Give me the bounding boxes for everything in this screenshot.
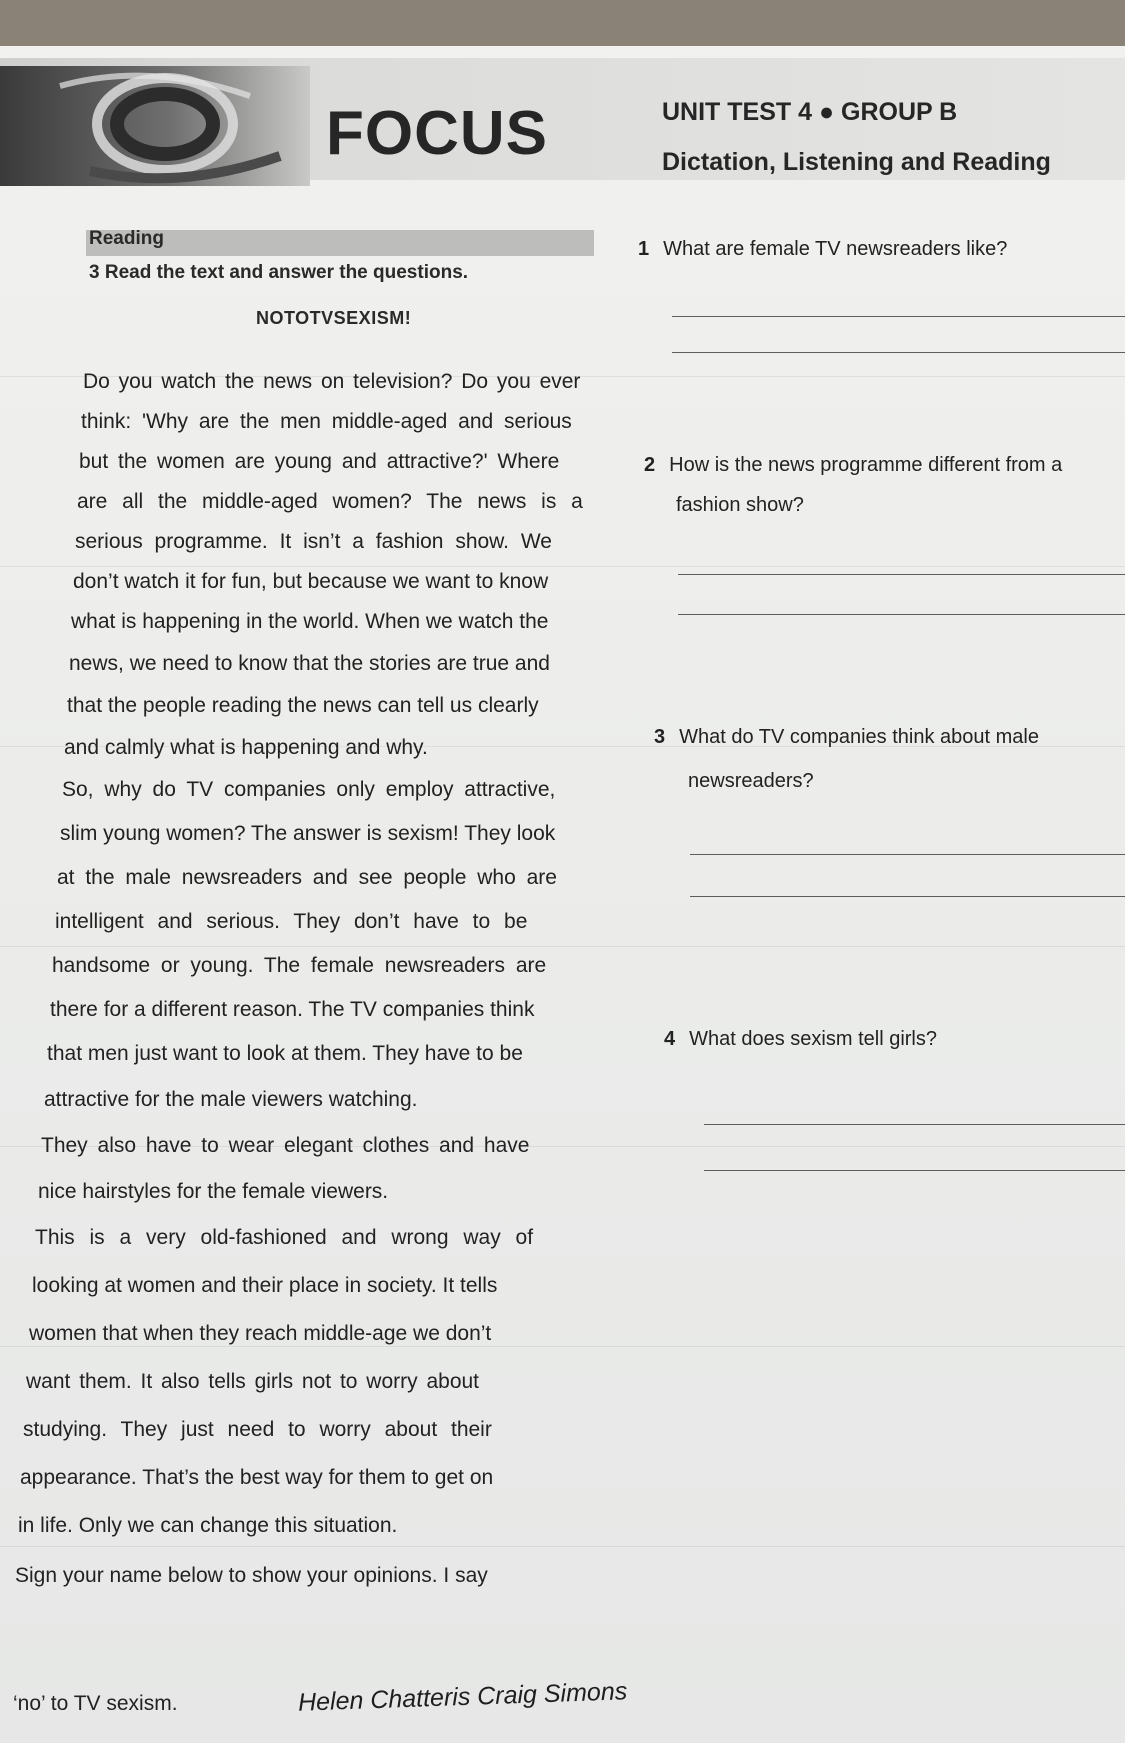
- article-line: studying. They just need to worry about their: [23, 1418, 492, 1441]
- answer-line[interactable]: [704, 1124, 1125, 1125]
- header-band: [0, 58, 1125, 180]
- article-line: but the women are young and attractive?' Where: [79, 450, 560, 473]
- article-line: and calmly what is happening and why.: [64, 736, 428, 759]
- article-line: think: 'Why are the men middle-aged and serious: [81, 410, 572, 433]
- article-line: that the people reading the news can tell us clearly: [67, 694, 539, 717]
- article-line: slim young women? The answer is sexism! They look: [60, 822, 556, 845]
- question-4: [664, 1028, 937, 1051]
- article-line: attractive for the male viewers watching.: [44, 1088, 418, 1111]
- article-line: Sign your name below to show your opinions. I say: [15, 1564, 488, 1587]
- article-line: looking at women and their place in society. It tells: [32, 1274, 498, 1297]
- article-line: want them. It also tells girls not to worry about: [26, 1370, 480, 1393]
- question-text: What are female TV newsreaders like?: [663, 238, 1008, 260]
- faint-ruled-line: [0, 566, 1125, 567]
- question-number: 3: [654, 726, 666, 748]
- question-number: 4: [664, 1028, 676, 1050]
- question-number: 1: [638, 238, 650, 260]
- article-line: news, we need to know that the stories are true and: [69, 652, 550, 675]
- unit-test-heading: UNIT TEST 4 ● GROUP B: [662, 98, 958, 126]
- test-subtitle: Dictation, Listening and Reading: [662, 148, 1051, 176]
- question-text: How is the news programme different from a: [669, 454, 1063, 476]
- question-1: [638, 238, 1007, 261]
- question-3: [654, 726, 1039, 749]
- answer-line[interactable]: [672, 352, 1125, 353]
- faint-ruled-line: [0, 1346, 1125, 1347]
- question-2: [644, 454, 1062, 477]
- article-line: don’t watch it for fun, but because we want to know: [73, 570, 549, 593]
- article-line: Do you watch the news on television? Do you ever: [83, 370, 581, 393]
- article-line: ‘no’ to TV sexism.: [13, 1692, 178, 1715]
- faint-ruled-line: [0, 1546, 1125, 1547]
- answer-line[interactable]: [672, 316, 1125, 317]
- answer-line[interactable]: [678, 574, 1125, 575]
- question-continuation: newsreaders?: [688, 770, 814, 792]
- answer-line[interactable]: [704, 1170, 1125, 1171]
- article-line: nice hairstyles for the female viewers.: [38, 1180, 389, 1203]
- question-continuation: fashion show?: [676, 494, 804, 516]
- focus-logo-swirl-icon: [0, 66, 310, 186]
- article-line: appearance. That’s the best way for them to get on: [20, 1466, 494, 1489]
- article-line: This is a very old-fashioned and wrong way of: [35, 1226, 534, 1249]
- brand-title: FOCUS: [326, 99, 548, 168]
- article-line: They also have to wear elegant clothes and have: [41, 1134, 530, 1157]
- worksheet-page: [0, 46, 1125, 1743]
- answer-line[interactable]: [690, 896, 1125, 897]
- answer-line[interactable]: [678, 614, 1125, 615]
- question-text: What does sexism tell girls?: [689, 1028, 937, 1050]
- article-line: in life. Only we can change this situation.: [18, 1514, 398, 1537]
- author-signature: Helen Chatteris Craig Simons: [297, 1677, 628, 1717]
- faint-ruled-line: [0, 946, 1125, 947]
- article-line: are all the middle-aged women? The news is a: [77, 490, 583, 513]
- article-line: serious programme. It isn’t a fashion show. We: [75, 530, 552, 553]
- article-line: handsome or young. The female newsreaders are: [52, 954, 547, 977]
- article-title: NOTOTVSEXISM!: [256, 308, 412, 328]
- article-line: at the male newsreaders and see people who are: [57, 866, 557, 889]
- section-label: Reading: [89, 228, 164, 249]
- question-text: What do TV companies think about male: [679, 726, 1039, 748]
- article-line: there for a different reason. The TV companies think: [50, 998, 535, 1021]
- article-line: what is happening in the world. When we watch the: [71, 610, 549, 633]
- article-line: intelligent and serious. They don’t have to be: [55, 910, 528, 933]
- article-line: women that when they reach middle-age we don’t: [29, 1322, 492, 1345]
- article-line: that men just want to look at them. They have to be: [47, 1042, 523, 1065]
- article-line: So, why do TV companies only employ attractive,: [62, 778, 556, 801]
- answer-line[interactable]: [690, 854, 1125, 855]
- exercise-instruction: 3 Read the text and answer the questions.: [89, 262, 469, 283]
- question-number: 2: [644, 454, 656, 476]
